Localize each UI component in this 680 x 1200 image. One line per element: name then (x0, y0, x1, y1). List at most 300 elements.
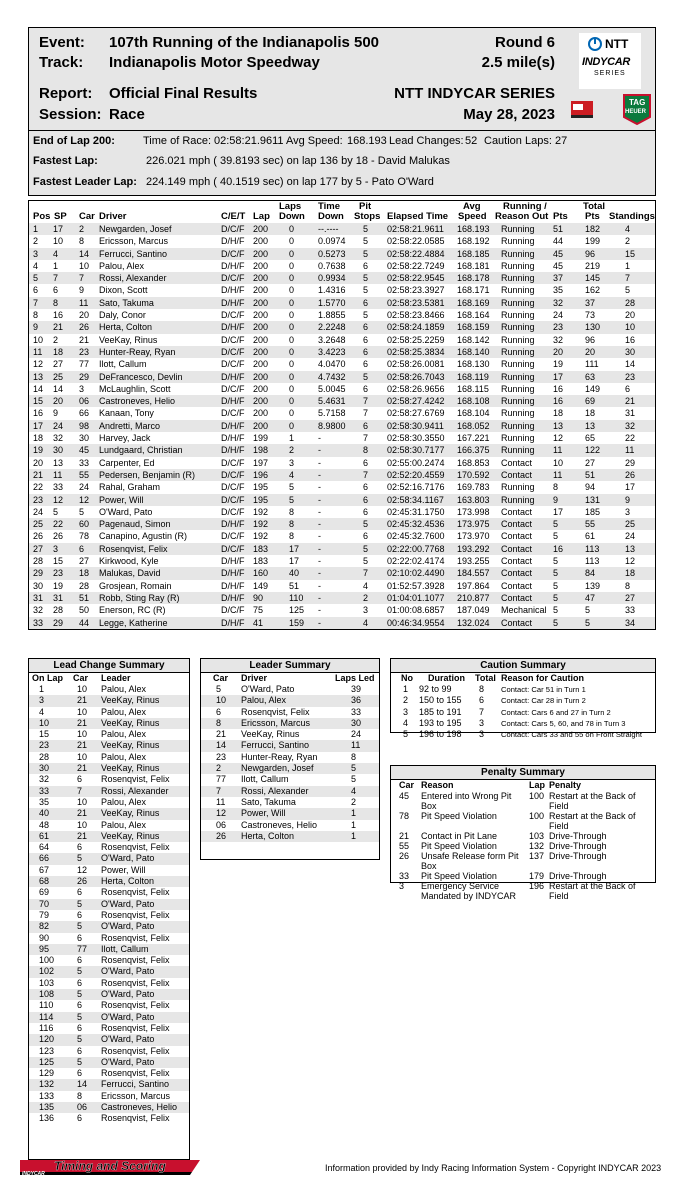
lc-car: 5 (77, 1056, 83, 1067)
list-item (201, 786, 379, 797)
list-item (29, 910, 189, 921)
list-item (201, 774, 379, 785)
col-pos: Pos (33, 211, 51, 222)
cell-lap: 200 (253, 273, 269, 284)
cell-timedown: - (318, 445, 321, 456)
cell-driver: Legge, Katherine (99, 617, 168, 628)
leader-summary-body (201, 684, 379, 842)
lc-lap: 132 (39, 1079, 55, 1090)
cell-car: 10 (79, 260, 90, 271)
cs-duration: 92 to 99 (419, 684, 452, 694)
leader-summary-header-row (201, 673, 379, 684)
lc-lap: 95 (39, 943, 50, 954)
list-item (391, 684, 655, 695)
ps-car: 3 (399, 881, 405, 891)
list-item (391, 811, 655, 831)
lc-car: 5 (77, 1011, 83, 1022)
cell-cet: D/C/F (221, 248, 245, 259)
cell-avg: 173.970 (457, 531, 490, 542)
cell-lap: 200 (253, 310, 269, 321)
ps-col-lap: Lap (529, 780, 546, 790)
cell-stand: 7 (625, 273, 631, 284)
cs-no: 5 (403, 729, 409, 740)
col-lap: Lap (253, 211, 270, 222)
cell-elapsed: 02:58:22.9545 (387, 273, 445, 284)
penalty-summary-title: Penalty Summary (391, 766, 655, 780)
round-number: Round 6 (495, 34, 555, 51)
cell-driver: Ericsson, Marcus (99, 236, 169, 247)
cell-timedown: 5.4631 (318, 396, 346, 407)
cell-pit: 5 (363, 273, 369, 284)
cell-avg: 197.864 (457, 580, 490, 591)
lc-lap: 103 (39, 977, 55, 988)
list-item (29, 921, 189, 932)
lead-change-title: Lead Change Summary (29, 659, 189, 673)
lc-car: 21 (77, 740, 88, 751)
ls-driver: Palou, Alex (241, 695, 287, 706)
list-item (201, 752, 379, 763)
table-row (29, 494, 655, 506)
caution-summary-body (391, 684, 655, 740)
cell-lap: 160 (253, 568, 269, 579)
table-row (29, 469, 655, 481)
cell-timedown: - (318, 457, 321, 468)
lc-car: 6 (77, 909, 83, 920)
track-length: 2.5 mile(s) (481, 54, 555, 71)
cell-avg: 168.181 (457, 260, 490, 271)
cell-elapsed: 02:45:31.1750 (387, 506, 445, 517)
cell-pos: 25 (33, 519, 44, 530)
cell-car: 6 (79, 543, 85, 554)
cell-sp: 24 (53, 420, 64, 431)
cell-timedown: - (318, 556, 321, 567)
lc-col-on-lap: On Lap (32, 673, 63, 683)
cell-total: 139 (585, 580, 601, 591)
table-row (29, 284, 655, 296)
list-item (391, 707, 655, 718)
cell-timedown: 5.7158 (318, 408, 346, 419)
lc-leader: O'Ward, Pato (101, 966, 155, 977)
cell-driver: Dixon, Scott (99, 285, 148, 296)
cell-elapsed: 02:58:27.4242 (387, 396, 445, 407)
col-running-2: Reason Out (495, 211, 549, 222)
lc-leader: Rosenqvist, Felix (101, 909, 170, 920)
cell-lapsdown: 8 (289, 519, 295, 530)
cell-running: Running (501, 273, 535, 284)
lc-lap: 35 (39, 796, 50, 807)
cell-pos: 15 (33, 396, 44, 407)
cell-car: 27 (79, 556, 90, 567)
ls-laps-led: 2 (351, 796, 357, 807)
cell-pos: 9 (33, 322, 39, 333)
ls-driver: Newgarden, Josef (241, 763, 314, 774)
cell-pit: 5 (363, 224, 369, 234)
cs-no: 3 (403, 706, 409, 717)
cell-sp: 6 (53, 285, 59, 296)
timing-scoring-sub: INDYCAR (22, 1171, 45, 1177)
cell-pit: 3 (363, 605, 369, 616)
cell-lap: 195 (253, 494, 269, 505)
list-item (29, 1091, 189, 1102)
lc-lap: 108 (39, 989, 55, 1000)
cell-lap: 200 (253, 396, 269, 407)
cell-total: 63 (585, 371, 596, 382)
list-item (201, 718, 379, 729)
cell-car: 77 (79, 359, 90, 370)
cell-total: 5 (585, 605, 591, 616)
ls-driver: Ericsson, Marcus (241, 717, 311, 728)
cell-sp: 5 (53, 506, 59, 517)
cell-pit: 6 (363, 260, 369, 271)
cell-pts: 32 (553, 334, 564, 345)
cell-sp: 20 (53, 396, 64, 407)
ls-driver: Hunter-Reay, Ryan (241, 751, 318, 762)
cell-running: Running (501, 482, 535, 493)
list-item (201, 695, 379, 706)
cell-pit: 6 (363, 359, 369, 370)
cell-cet: D/H/F (221, 322, 245, 333)
cell-sp: 22 (53, 519, 64, 530)
cell-driver: Harvey, Jack (99, 433, 151, 444)
cell-timedown: 3.4223 (318, 346, 346, 357)
lc-leader: Palou, Alex (101, 684, 147, 694)
lc-car: 6 (77, 1045, 83, 1056)
cell-elapsed: 01:52:57.3928 (387, 580, 445, 591)
lc-leader: Ilott, Callum (101, 943, 149, 954)
cs-no: 2 (403, 695, 409, 706)
table-row (29, 567, 655, 579)
cell-timedown: 0.0974 (318, 236, 346, 247)
lc-lap: 82 (39, 921, 50, 932)
lc-lap: 67 (39, 864, 50, 875)
cell-lapsdown: 3 (289, 457, 295, 468)
cell-pit: 6 (363, 420, 369, 431)
cell-stand: 5 (625, 285, 631, 296)
cell-cet: D/H/F (221, 285, 245, 296)
cell-lapsdown: 125 (289, 605, 305, 616)
cell-lapsdown: 8 (289, 531, 295, 542)
cell-driver: Daly, Conor (99, 310, 146, 321)
cell-avg: 168.159 (457, 322, 490, 333)
cell-lap: 192 (253, 519, 269, 530)
cell-pos: 17 (33, 420, 44, 431)
cell-car: 9 (79, 285, 85, 296)
cell-lapsdown: 0 (289, 260, 295, 271)
lc-lap: 69 (39, 887, 50, 898)
list-item (29, 978, 189, 989)
caution-summary (390, 658, 656, 740)
lc-car: 6 (77, 1022, 83, 1033)
ps-penalty: Restart at the Back of Field (549, 881, 636, 901)
lc-lap: 3 (39, 695, 45, 706)
cell-pos: 13 (33, 371, 44, 382)
cell-avg: 166.375 (457, 445, 490, 456)
list-item (29, 718, 189, 729)
cell-elapsed: 02:58:21.9611 (387, 224, 444, 234)
cell-elapsed: 02:52:20.4559 (387, 469, 445, 480)
lc-car: 6 (77, 774, 83, 785)
lc-car: 21 (77, 763, 88, 774)
ps-penalty: Restart at the Back of Field (549, 791, 636, 811)
cell-lapsdown: 0 (289, 408, 295, 419)
lc-car: 5 (77, 989, 83, 1000)
cell-pit: 5 (363, 519, 369, 530)
cell-cet: D/C/F (221, 457, 245, 468)
cell-pit: 4 (363, 580, 369, 591)
cell-car: 44 (79, 617, 90, 628)
cell-driver: Robb, Sting Ray (R) (99, 592, 180, 603)
series-logo-text: SERIES (594, 70, 626, 77)
cell-lap: 90 (253, 592, 264, 603)
cell-driver: Palou, Alex (99, 260, 145, 271)
list-item (201, 707, 379, 718)
cell-elapsed: 00:46:34.9554 (387, 617, 445, 628)
cell-pit: 7 (363, 396, 369, 407)
cell-total: 51 (585, 469, 596, 480)
cell-timedown: 2.2248 (318, 322, 346, 333)
cell-pit: 6 (363, 531, 369, 542)
col-total-2: Pts (585, 211, 600, 222)
cell-lapsdown: 0 (289, 297, 295, 308)
cell-running: Running (501, 433, 535, 444)
cell-pos: 16 (33, 408, 44, 419)
cell-avg: 168.193 (457, 224, 490, 234)
cell-sp: 4 (53, 248, 59, 259)
lc-car: 6 (77, 977, 83, 988)
lc-leader: VeeKay, Rinus (101, 763, 160, 774)
ls-driver: Power, Will (241, 808, 286, 819)
lc-car: 6 (77, 932, 83, 943)
cell-car: 26 (79, 322, 90, 333)
cell-running: Running (501, 346, 535, 357)
list-item (201, 831, 379, 842)
cs-duration: 196 to 198 (419, 729, 462, 740)
cell-pts: 32 (553, 297, 564, 308)
cell-total: 182 (585, 224, 601, 234)
lc-leader: Rosenqvist, Felix (101, 887, 170, 898)
cell-stand: 15 (625, 248, 636, 259)
cell-running: Contact (501, 617, 533, 628)
list-item (29, 876, 189, 887)
lc-leader: Rosenqvist, Felix (101, 842, 170, 853)
cell-car: 14 (79, 248, 90, 259)
cell-avg: 168.140 (457, 346, 490, 357)
ls-car: 8 (216, 717, 222, 728)
cell-pos: 24 (33, 506, 44, 517)
list-item (29, 865, 189, 876)
cell-car: 28 (79, 580, 90, 591)
col-driver: Driver (99, 211, 127, 222)
fastest-lap-label: Fastest Lap: (33, 155, 98, 167)
ls-car: 5 (216, 684, 222, 694)
cell-stand: 26 (625, 469, 636, 480)
ls-laps-led: 1 (351, 830, 357, 841)
cell-pos: 33 (33, 617, 44, 628)
lc-lap: 23 (39, 740, 50, 751)
cell-running: Running (501, 285, 535, 296)
lc-lap: 123 (39, 1045, 55, 1056)
cell-cet: D/C/F (221, 605, 245, 616)
cell-car: 45 (79, 445, 90, 456)
cell-pit: 7 (363, 433, 369, 444)
cell-car: 2 (79, 224, 85, 234)
cell-sp: 10 (53, 236, 64, 247)
cell-elapsed: 02:58:23.3927 (387, 285, 445, 296)
cell-driver: O'Ward, Pato (99, 506, 153, 517)
lead-change-summary (28, 658, 190, 1160)
cell-total: 37 (585, 297, 596, 308)
cell-pts: 11 (553, 445, 563, 456)
fastest-lap: 226.021 mph ( 39.8193 sec) on lap 136 by 18 - David Malukas (146, 155, 450, 167)
cell-elapsed: 01:04:01.1077 (387, 592, 445, 603)
ps-penalty: Drive-Through (549, 831, 607, 841)
cell-pts: 45 (553, 248, 564, 259)
table-row (29, 248, 655, 260)
list-item (391, 729, 655, 740)
lc-leader: Rosenqvist, Felix (101, 774, 170, 785)
cell-cet: D/H/F (221, 260, 245, 271)
cell-pts: 8 (553, 482, 559, 493)
cell-lapsdown: 0 (289, 383, 295, 394)
table-row (29, 358, 655, 370)
cell-running: Running (501, 297, 535, 308)
list-item (29, 989, 189, 1000)
cell-avg: 170.592 (457, 469, 490, 480)
lc-car: 6 (77, 1113, 83, 1124)
cell-elapsed: 02:58:26.7043 (387, 371, 445, 382)
cell-pts: 5 (553, 617, 559, 628)
cell-running: Contact (501, 519, 533, 530)
cell-cet: D/C/F (221, 224, 245, 234)
cell-elapsed: 02:55:00.2474 (387, 457, 445, 468)
ls-laps-led: 30 (351, 717, 362, 728)
cell-total: 96 (585, 248, 596, 259)
cell-running: Running (501, 383, 535, 394)
session-label: Session: (39, 106, 102, 123)
cell-avg: 173.975 (457, 519, 490, 530)
cs-total: 6 (479, 695, 485, 706)
list-item (29, 966, 189, 977)
lc-leader: Palou, Alex (101, 706, 147, 717)
cell-lap: 200 (253, 224, 269, 234)
cell-pts: 19 (553, 359, 564, 370)
list-item (29, 1012, 189, 1023)
ls-driver: Castroneves, Helio (241, 819, 318, 830)
lc-lap: 40 (39, 808, 50, 819)
cell-lap: 198 (253, 445, 269, 456)
col-car: Car (79, 211, 95, 222)
lc-leader: Power, Will (101, 864, 146, 875)
cell-pts: 18 (553, 408, 564, 419)
cell-running: Running (501, 236, 535, 247)
ps-penalty: Drive-Through (549, 841, 607, 851)
cell-lap: 200 (253, 236, 269, 247)
ps-reason: Pit Speed Violation (421, 841, 497, 851)
list-item (391, 881, 655, 901)
list-item (29, 820, 189, 831)
cell-cet: D/C/F (221, 494, 245, 505)
ps-lap: 132 (529, 841, 545, 851)
lc-leader: Palou, Alex (101, 729, 147, 740)
lc-leader: Palou, Alex (101, 819, 147, 830)
cell-sp: 21 (53, 322, 64, 333)
cell-timedown: 8.9800 (318, 420, 346, 431)
cell-avg: 168.185 (457, 248, 490, 259)
cell-lapsdown: 0 (289, 273, 295, 284)
cell-sp: 12 (53, 494, 64, 505)
ps-lap: 100 (529, 791, 545, 801)
cell-sp: 2 (53, 334, 59, 345)
ls-car: 77 (216, 774, 227, 785)
list-item (29, 831, 189, 842)
cell-total: 145 (585, 273, 601, 284)
table-row (29, 506, 655, 518)
cs-col-total: Total (475, 673, 496, 683)
list-item (29, 853, 189, 864)
cell-running: Running (501, 494, 535, 505)
cell-sp: 14 (53, 383, 64, 394)
cs-total: 8 (479, 684, 485, 694)
cell-pts: 35 (553, 285, 564, 296)
lc-col-leader: Leader (101, 673, 131, 683)
cell-avg: 163.803 (457, 494, 490, 505)
cell-sp: 8 (53, 297, 59, 308)
table-row (29, 604, 655, 616)
list-item (29, 1023, 189, 1034)
lc-car: 10 (77, 684, 88, 694)
cell-stand: 18 (625, 568, 636, 579)
cell-running: Contact (501, 531, 533, 542)
ps-penalty: Restart at the Back of Field (549, 811, 636, 831)
cell-car: 33 (79, 457, 90, 468)
cell-elapsed: 02:45:32.7600 (387, 531, 445, 542)
table-row (29, 555, 655, 567)
cell-driver: Castroneves, Helio (99, 396, 176, 407)
cell-running: Running (501, 248, 535, 259)
cell-timedown: - (318, 617, 321, 628)
list-item (29, 695, 189, 706)
cell-pit: 6 (363, 383, 369, 394)
list-item (29, 933, 189, 944)
cell-car: 30 (79, 433, 90, 444)
list-item (201, 729, 379, 740)
ps-lap: 103 (529, 831, 545, 841)
cell-pts: 5 (553, 556, 559, 567)
cell-cet: D/H/F (221, 297, 245, 308)
table-row (29, 383, 655, 395)
time-of-race-label: Time of Race: (143, 135, 212, 147)
lc-car: 5 (77, 853, 83, 864)
cell-stand: 25 (625, 519, 636, 530)
cell-pos: 19 (33, 445, 44, 456)
cell-elapsed: 02:58:23.8466 (387, 310, 445, 321)
cell-sp: 13 (53, 457, 64, 468)
cell-avg: 173.998 (457, 506, 490, 517)
cell-total: 20 (585, 346, 596, 357)
cell-stand: 23 (625, 371, 636, 382)
lc-lap: 4 (39, 706, 45, 717)
cell-pit: 5 (363, 543, 369, 554)
cell-lapsdown: 0 (289, 420, 295, 431)
ps-col-car: Car (399, 780, 415, 790)
table-row (29, 309, 655, 321)
cell-lap: 75 (253, 605, 264, 616)
report-label: Report: (39, 85, 93, 102)
ls-driver: Sato, Takuma (241, 796, 296, 807)
cell-pts: 5 (553, 568, 559, 579)
cell-lap: 200 (253, 383, 269, 394)
cell-total: 113 (585, 556, 600, 567)
